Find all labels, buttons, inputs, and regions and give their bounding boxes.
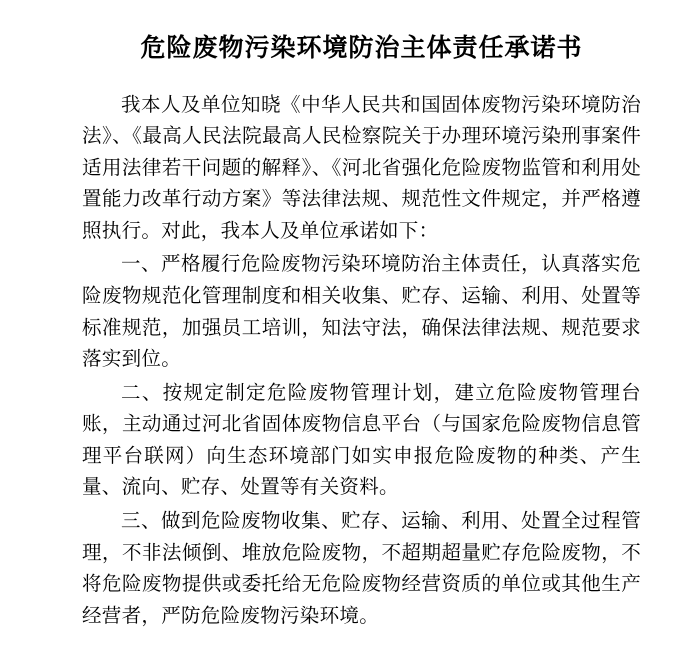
paragraph-intro: 我本人及单位知晓《中华人民共和国固体废物污染环境防治法》、《最高人民法院最高人民检察院关于办理环境污染刑事案件适用法律若干问题的解释》、《河北省强化危险废物监管和利用处置能力改革行动方案》等法律法规、规范性文件规定，并严格遵照执行。对此，我本人及单位承诺如下： <box>82 94 641 242</box>
paragraph-item-2: 二、按规定制定危险废物管理计划，建立危险废物管理台账，主动通过河北省固体废物信息平台（与国家危险废物信息管理平台联网）向生态环境部门如实申报危险废物的种类、产生量、流向、贮存、处置等有关资料。 <box>82 382 641 499</box>
page-title: 危险废物污染环境防治主体责任承诺书 <box>140 35 583 62</box>
paragraph-item-1: 一、严格履行危险废物污染环境防治主体责任，认真落实危险废物规范化管理制度和相关收集、贮存、运输、利用、处置等标准规范，加强员工培训，知法守法，确保法律法规、规范要求落实到位。 <box>82 254 641 371</box>
paragraph-item-3: 三、做到危险废物收集、贮存、运输、利用、处置全过程管理，不非法倾倒、堆放危险废物，不超期超量贮存危险废物，不将危险废物提供或委托给无危险废物经营资质的单位或其他生产经营者，严防危险废物污染环境。 <box>82 511 641 627</box>
